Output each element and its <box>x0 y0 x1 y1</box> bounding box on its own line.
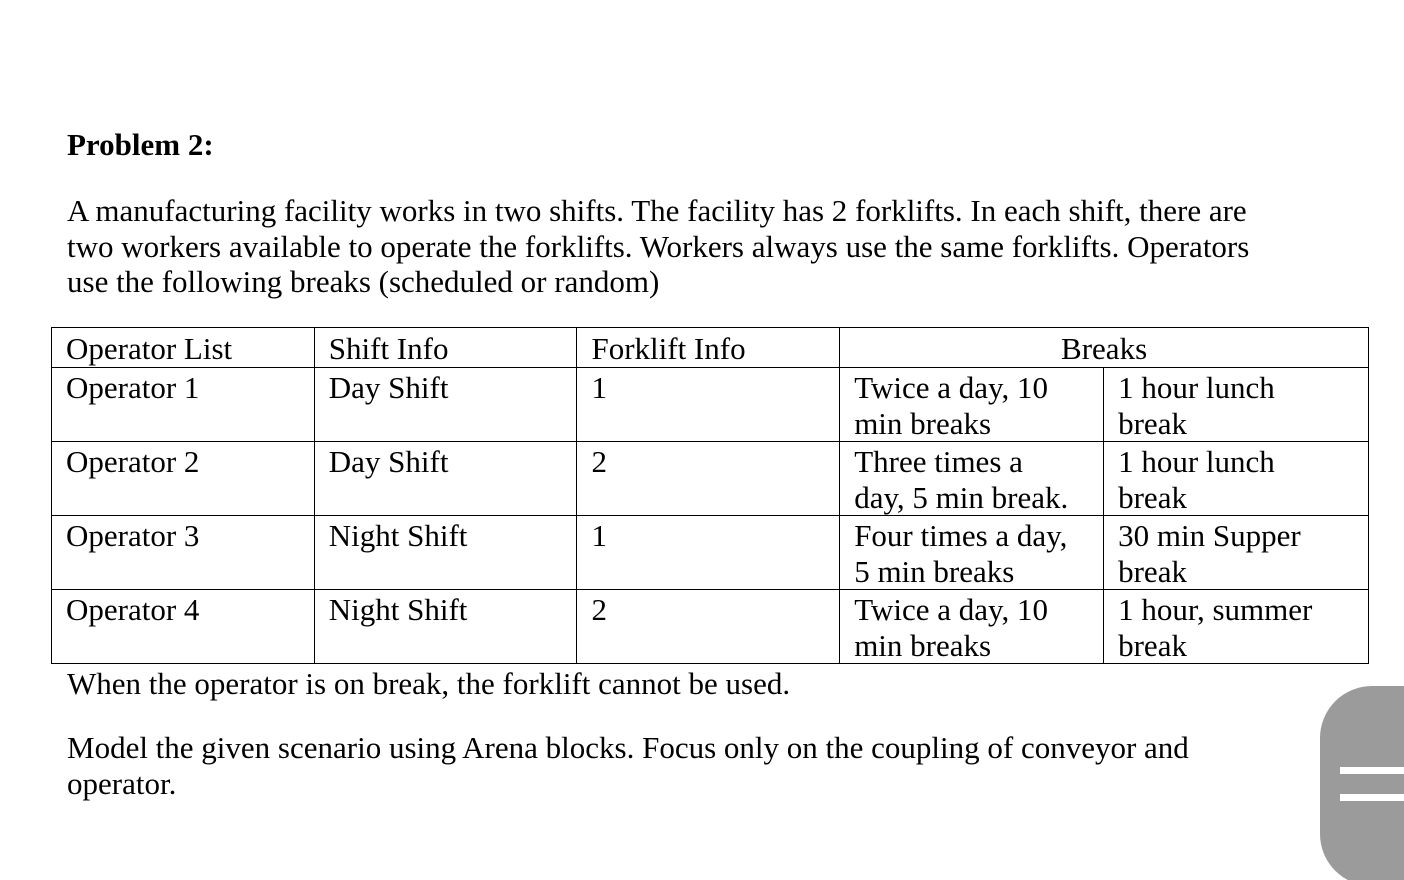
intro-line: two workers available to operate the forklifts. Workers always use the same forklifts. Operators <box>67 228 1250 264</box>
operator-cell: Operator 2 <box>52 442 315 516</box>
note-paragraph: When the operator is on break, the forklift cannot be used. <box>67 666 791 701</box>
scroll-handle[interactable] <box>1320 686 1404 880</box>
shift-cell: Day Shift <box>314 368 577 442</box>
cell-line: day, 5 min break. <box>854 479 1069 515</box>
short-break-cell <box>840 516 1104 590</box>
cell-line: 30 min Supper <box>1118 518 1301 553</box>
cell-line: break <box>1118 627 1187 663</box>
header-shift-info: Shift Info <box>314 328 577 368</box>
forklift-cell: 2 <box>577 590 840 664</box>
grip-line-icon <box>1340 794 1404 801</box>
short-break-cell <box>840 368 1104 442</box>
forklift-cell: 1 <box>577 368 840 442</box>
short-break-cell <box>840 590 1104 664</box>
header-operator-list: Operator List <box>52 328 315 368</box>
operator-cell: Operator 3 <box>52 516 315 590</box>
cell-line: Four times a day, <box>854 518 1068 553</box>
intro-line: A manufacturing facility works in two shifts. The facility has 2 forklifts. In each shift, there are <box>67 193 1247 228</box>
meal-break-cell <box>1104 516 1369 590</box>
task-line: operator. <box>67 765 177 801</box>
cell-line: 1 hour, summer <box>1118 592 1313 627</box>
intro-paragraph <box>67 193 1249 300</box>
meal-break-cell <box>1104 368 1369 442</box>
cell-line: min breaks <box>854 405 992 441</box>
table-row <box>52 442 1369 516</box>
cell-line: 1 hour lunch <box>1118 370 1275 405</box>
table-row <box>52 516 1369 590</box>
forklift-cell: 1 <box>577 516 840 590</box>
meal-break-cell <box>1104 442 1369 516</box>
shift-cell: Night Shift <box>314 516 577 590</box>
cell-line: break <box>1118 553 1187 589</box>
cell-line: Three times a <box>854 444 1023 479</box>
intro-line: use the following breaks (scheduled or random) <box>67 264 660 299</box>
cell-line: 1 hour lunch <box>1118 444 1275 479</box>
meal-break-cell <box>1104 590 1369 664</box>
cell-line: Twice a day, 10 <box>854 592 1048 627</box>
grip-line-icon <box>1340 767 1404 774</box>
operator-cell: Operator 4 <box>52 590 315 664</box>
cell-line: break <box>1118 479 1187 515</box>
shift-cell: Day Shift <box>314 442 577 516</box>
cell-line: 5 min breaks <box>854 553 1015 589</box>
shift-cell: Night Shift <box>314 590 577 664</box>
task-line: Model the given scenario using Arena blocks. Focus only on the coupling of conveyor and <box>67 730 1189 765</box>
header-breaks: Breaks <box>840 328 1369 368</box>
cell-line: break <box>1118 405 1187 441</box>
table-row <box>52 590 1369 664</box>
cell-line: Twice a day, 10 <box>854 370 1048 405</box>
cell-line: min breaks <box>854 627 992 663</box>
short-break-cell <box>840 442 1104 516</box>
header-forklift-info: Forklift Info <box>577 328 840 368</box>
task-paragraph <box>67 730 1189 801</box>
table-header-row <box>52 328 1369 368</box>
forklift-cell: 2 <box>577 442 840 516</box>
problem-heading: Problem 2: <box>67 127 214 162</box>
operator-breaks-table <box>51 327 1369 664</box>
table-row <box>52 368 1369 442</box>
operator-cell: Operator 1 <box>52 368 315 442</box>
